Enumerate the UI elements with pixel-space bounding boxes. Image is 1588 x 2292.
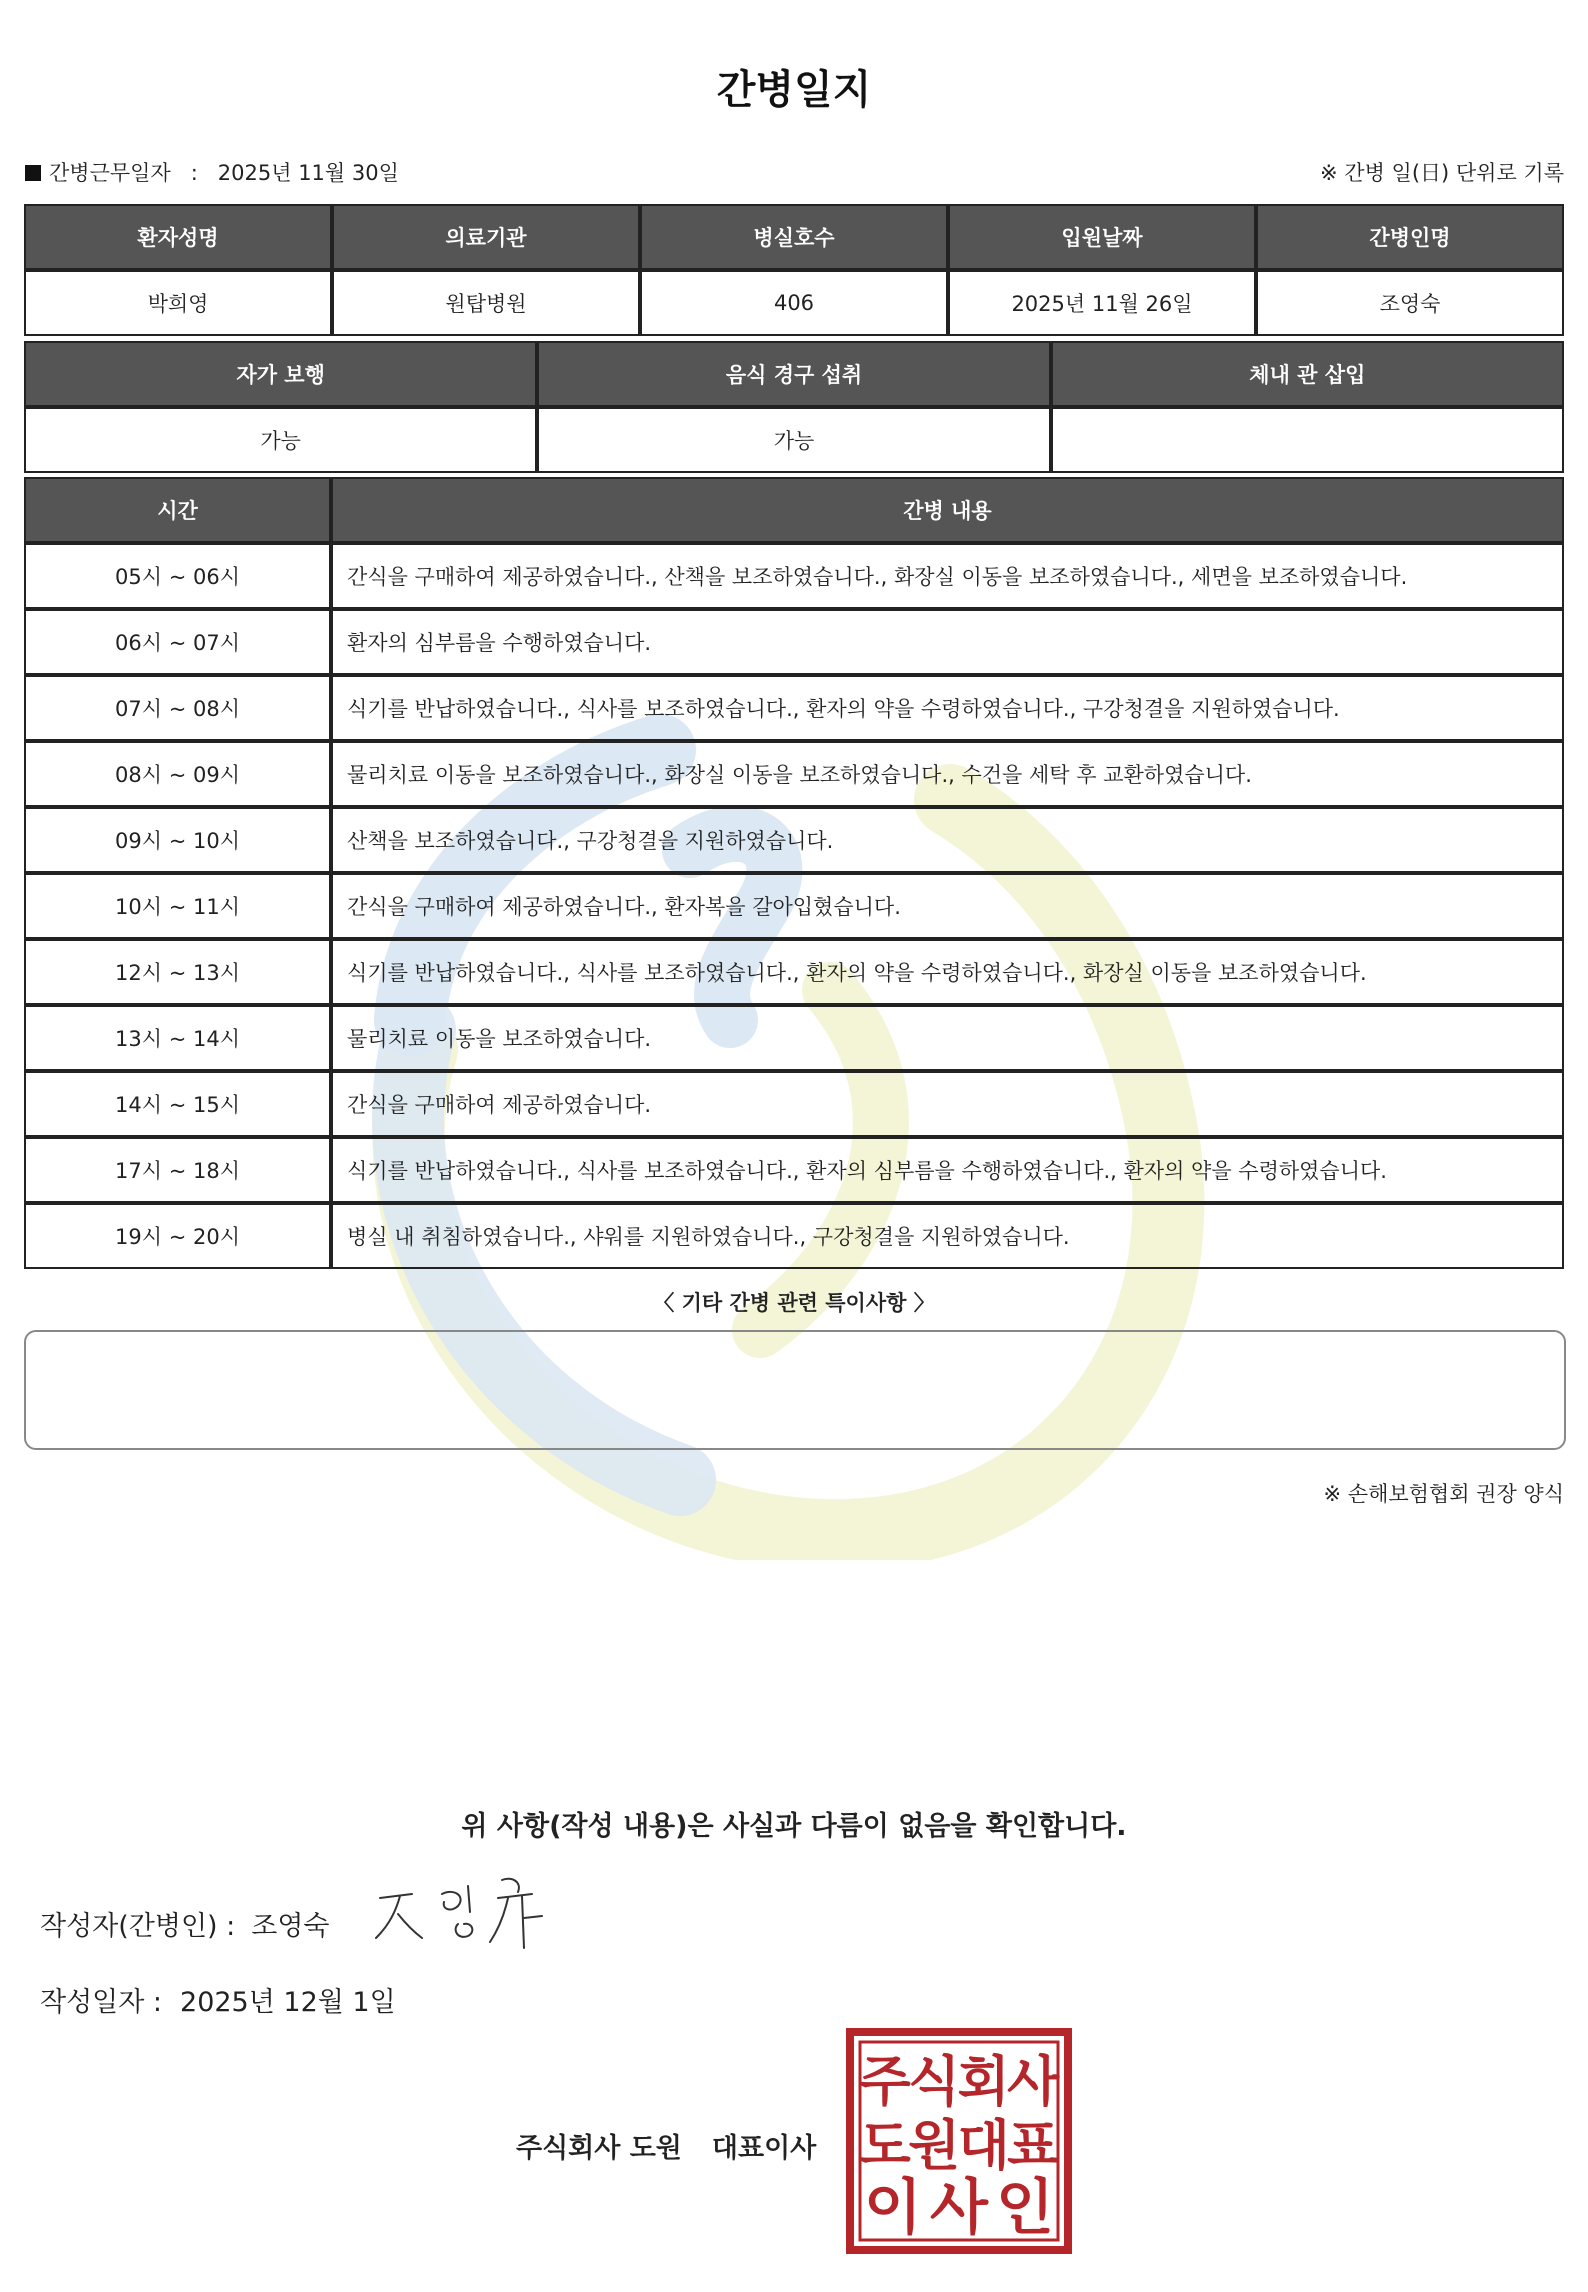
seal-char: 표 bbox=[1007, 2114, 1060, 2177]
seal-char: 사 bbox=[1007, 2050, 1060, 2113]
header-patient-name: 환자성명 bbox=[24, 204, 332, 270]
log-content: 환자의 심부름을 수행하였습니다. bbox=[331, 609, 1564, 675]
table-row bbox=[24, 675, 1564, 741]
confirmation-statement: 위 사항(작성 내용)은 사실과 다름이 없음을 확인합니다. bbox=[461, 1811, 1127, 1842]
writer-line bbox=[40, 1904, 330, 1943]
page-title: 간병일지 bbox=[716, 67, 872, 113]
written-date-label: 작성일자 : bbox=[40, 1987, 163, 2018]
table-header-row bbox=[24, 341, 1564, 407]
log-time: 19시 ~ 20시 bbox=[24, 1203, 331, 1269]
table-row bbox=[24, 741, 1564, 807]
seal-char: 주 bbox=[858, 2050, 911, 2113]
header-caregiver-name: 간병인명 bbox=[1256, 204, 1564, 270]
table-row bbox=[24, 1203, 1564, 1269]
black-square-icon bbox=[25, 165, 41, 181]
header-admission-date: 입원날짜 bbox=[948, 204, 1256, 270]
written-date-value: 2025년 12월 1일 bbox=[180, 1987, 396, 2018]
seal-char: 이 bbox=[864, 2173, 922, 2243]
notes-title: 〈 기타 간병 관련 특이사항 〉 bbox=[653, 1291, 935, 1315]
table-row bbox=[24, 807, 1564, 873]
log-content: 식기를 반납하였습니다., 식사를 보조하였습니다., 환자의 약을 수령하였습니다., 구강청결을 지원하였습니다. bbox=[331, 675, 1564, 741]
room-number: 406 bbox=[640, 270, 948, 336]
care-log-table bbox=[24, 477, 1564, 1269]
table-row bbox=[24, 543, 1564, 609]
log-content: 식기를 반납하였습니다., 식사를 보조하였습니다., 환자의 심부름을 수행하였습니다., 환자의 약을 수령하였습니다. bbox=[331, 1137, 1564, 1203]
seal-char: 원 bbox=[908, 2114, 961, 2177]
seal-char: 인 bbox=[996, 2173, 1054, 2243]
notes-box bbox=[24, 1330, 1566, 1450]
log-time: 10시 ~ 11시 bbox=[24, 873, 331, 939]
company-seal-icon bbox=[846, 2028, 1072, 2254]
table-row bbox=[24, 270, 1564, 336]
hospital-name: 원탑병원 bbox=[332, 270, 640, 336]
log-time: 06시 ~ 07시 bbox=[24, 609, 331, 675]
log-content: 간식을 구매하여 제공하였습니다. bbox=[331, 1071, 1564, 1137]
table-header-row bbox=[24, 477, 1564, 543]
writer-label: 작성자(간병인) : bbox=[40, 1911, 236, 1942]
log-time: 09시 ~ 10시 bbox=[24, 807, 331, 873]
recommend-note: ※ 손해보험협회 권장 양식 bbox=[1323, 1482, 1564, 1506]
log-content: 물리치료 이동을 보조하였습니다. bbox=[331, 1005, 1564, 1071]
table-row bbox=[24, 609, 1564, 675]
header-room: 병실호수 bbox=[640, 204, 948, 270]
header-tube-insertion: 체내 관 삽입 bbox=[1051, 341, 1564, 407]
work-date-line bbox=[25, 157, 399, 187]
caregiver-name: 조영숙 bbox=[1256, 270, 1564, 336]
log-time: 05시 ~ 06시 bbox=[24, 543, 331, 609]
table-row bbox=[24, 1071, 1564, 1137]
seal-char: 사 bbox=[930, 2173, 988, 2243]
table-row bbox=[24, 1137, 1564, 1203]
log-time: 07시 ~ 08시 bbox=[24, 675, 331, 741]
admission-date: 2025년 11월 26일 bbox=[948, 270, 1256, 336]
log-time: 08시 ~ 09시 bbox=[24, 741, 331, 807]
tube-insertion-value bbox=[1051, 407, 1564, 473]
company-line bbox=[516, 2126, 816, 2165]
table-row bbox=[24, 873, 1564, 939]
table-header-row bbox=[24, 204, 1564, 270]
work-date-label: 간병근무일자 bbox=[49, 161, 171, 185]
log-time: 14시 ~ 15시 bbox=[24, 1071, 331, 1137]
oral-intake-value: 가능 bbox=[537, 407, 1050, 473]
company-name: 주식회사 도원 bbox=[516, 2133, 682, 2164]
company-rep-title: 대표이사 bbox=[711, 2133, 817, 2164]
self-walking-value: 가능 bbox=[24, 407, 537, 473]
signature-icon bbox=[372, 1868, 552, 1956]
log-content: 식기를 반납하였습니다., 식사를 보조하였습니다., 환자의 약을 수령하였습니다., 화장실 이동을 보조하였습니다. bbox=[331, 939, 1564, 1005]
header-care-content: 간병 내용 bbox=[331, 477, 1564, 543]
seal-char: 식 bbox=[908, 2050, 961, 2113]
log-time: 17시 ~ 18시 bbox=[24, 1137, 331, 1203]
log-content: 병실 내 취침하였습니다., 샤워를 지원하였습니다., 구강청결을 지원하였습니다. bbox=[331, 1203, 1564, 1269]
log-content: 간식을 구매하여 제공하였습니다., 환자복을 갈아입혔습니다. bbox=[331, 873, 1564, 939]
patient-name: 박희영 bbox=[24, 270, 332, 336]
table-row bbox=[24, 407, 1564, 473]
written-date-line bbox=[40, 1980, 396, 2019]
unit-note: ※ 간병 일(日) 단위로 기록 bbox=[1320, 161, 1564, 185]
writer-name: 조영숙 bbox=[251, 1911, 330, 1942]
header-time: 시간 bbox=[24, 477, 331, 543]
log-content: 산책을 보조하였습니다., 구강청결을 지원하였습니다. bbox=[331, 807, 1564, 873]
patient-status-table bbox=[24, 341, 1564, 473]
log-time: 13시 ~ 14시 bbox=[24, 1005, 331, 1071]
patient-info-table bbox=[24, 204, 1564, 336]
work-date-value: 2025년 11월 30일 bbox=[217, 161, 399, 185]
seal-char: 도 bbox=[858, 2114, 911, 2177]
header-hospital: 의료기관 bbox=[332, 204, 640, 270]
work-date-separator: : bbox=[190, 161, 198, 185]
seal-char: 대 bbox=[957, 2114, 1010, 2177]
log-content: 간식을 구매하여 제공하였습니다., 산책을 보조하였습니다., 화장실 이동을 보조하였습니다., 세면을 보조하였습니다. bbox=[331, 543, 1564, 609]
seal-char: 회 bbox=[957, 2050, 1010, 2113]
header-self-walking: 자가 보행 bbox=[24, 341, 537, 407]
table-row bbox=[24, 1005, 1564, 1071]
log-time: 12시 ~ 13시 bbox=[24, 939, 331, 1005]
log-content: 물리치료 이동을 보조하였습니다., 화장실 이동을 보조하였습니다., 수건을 세탁 후 교환하였습니다. bbox=[331, 741, 1564, 807]
table-row bbox=[24, 939, 1564, 1005]
header-oral-intake: 음식 경구 섭취 bbox=[537, 341, 1050, 407]
